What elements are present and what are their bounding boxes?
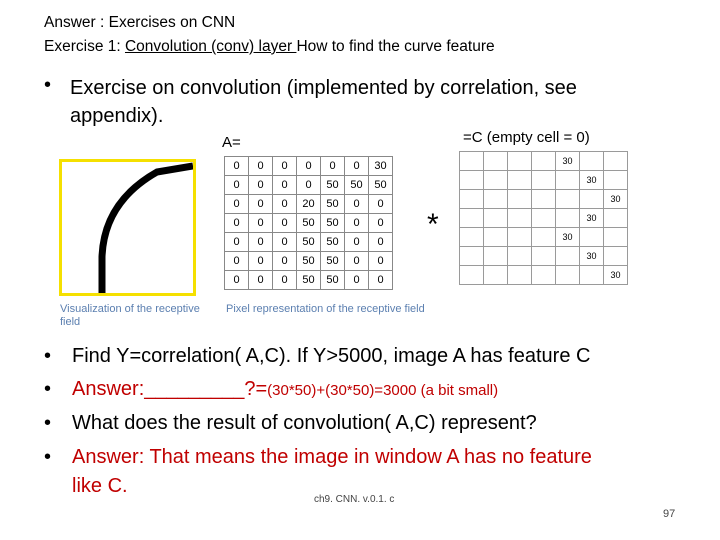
bullet-dot: • (44, 446, 52, 468)
matrix-c-cell (532, 228, 556, 247)
receptive-field-caption: Visualization of the receptive field (60, 303, 200, 328)
curve-image (62, 162, 193, 293)
matrix-c-row (460, 190, 628, 209)
matrix-a-cell: 0 (345, 214, 369, 233)
matrix-c-cell (460, 247, 484, 266)
bullet-dot: • (44, 345, 52, 367)
matrix-c-row (460, 266, 628, 285)
bullet-question: What does the result of convolution( A,C) represent? (72, 412, 537, 434)
matrix-c-cell (604, 171, 628, 190)
bullet-answer-2-line1: Answer: That means the image in window A has no feature (72, 446, 592, 468)
matrix-c-cell: 30 (580, 171, 604, 190)
matrix-c-cell: 30 (556, 228, 580, 247)
matrix-c-cell (532, 190, 556, 209)
matrix-a-cell: 0 (369, 252, 393, 271)
matrix-a (224, 156, 393, 290)
matrix-c-row (460, 152, 628, 171)
matrix-c-cell (460, 152, 484, 171)
matrix-c-cell (484, 247, 508, 266)
matrix-c-cell: 30 (604, 190, 628, 209)
bullet-dot: • (44, 378, 52, 400)
matrix-a-cell: 50 (321, 252, 345, 271)
matrix-c-cell: 30 (604, 266, 628, 285)
matrix-a-cell: 0 (249, 252, 273, 271)
receptive-field-visualization (59, 159, 196, 296)
matrix-a-cell: 0 (345, 233, 369, 252)
matrix-c-row (460, 209, 628, 228)
matrix-c-cell (508, 171, 532, 190)
matrix-c-cell (484, 228, 508, 247)
matrix-a-row (225, 176, 393, 195)
matrix-c (459, 151, 628, 285)
matrix-a-cell: 50 (321, 195, 345, 214)
matrix-a-cell: 0 (273, 252, 297, 271)
matrix-a-cell: 0 (345, 195, 369, 214)
matrix-c-cell (532, 266, 556, 285)
matrix-a-cell: 0 (225, 271, 249, 290)
matrix-c-row (460, 171, 628, 190)
title-line-2 (44, 38, 495, 56)
bullet-answer-2-line2: like C. (72, 475, 128, 497)
matrix-a-cell: 50 (321, 271, 345, 290)
matrix-a-cell: 0 (225, 157, 249, 176)
matrix-c-row (460, 247, 628, 266)
matrix-a-cell: 0 (369, 195, 393, 214)
matrix-a-cell: 0 (249, 233, 273, 252)
bullet-find-y: Find Y=correlation( A,C). If Y>5000, image A has feature C (72, 345, 591, 367)
matrix-c-cell (460, 171, 484, 190)
matrix-a-cell: 0 (273, 157, 297, 176)
matrix-c-cell (484, 266, 508, 285)
matrix-a-cell: 0 (225, 195, 249, 214)
title-underlined: Convolution (conv) layer (124, 38, 297, 55)
matrix-a-cell: 0 (273, 271, 297, 290)
matrix-a-row (225, 157, 393, 176)
matrix-c-cell (604, 247, 628, 266)
matrix-a-cell: 0 (345, 271, 369, 290)
matrix-c-cell (484, 209, 508, 228)
matrix-a-cell: 0 (345, 157, 369, 176)
matrix-c-cell (508, 190, 532, 209)
matrix-c-cell (556, 190, 580, 209)
matrix-c-cell (556, 171, 580, 190)
matrix-c-cell (460, 190, 484, 209)
matrix-a-cell: 0 (249, 195, 273, 214)
matrix-a-cell: 0 (273, 214, 297, 233)
matrix-c-cell (604, 152, 628, 171)
matrix-c-cell (484, 171, 508, 190)
intro-text: Exercise on convolution (implemented by correlation, see appendix). (70, 77, 577, 127)
matrix-c-cell (532, 247, 556, 266)
matrix-a-cell: 0 (297, 157, 321, 176)
matrix-c-cell: 30 (580, 209, 604, 228)
title-line-1: Answer : Exercises on CNN (44, 14, 236, 31)
matrix-c-cell (460, 266, 484, 285)
matrix-c-cell (460, 228, 484, 247)
matrix-a-cell: 0 (369, 214, 393, 233)
matrix-c-cell (580, 266, 604, 285)
matrix-a-cell: 0 (273, 233, 297, 252)
matrix-c-cell (604, 209, 628, 228)
matrix-a-cell: 0 (273, 195, 297, 214)
matrix-a-cell: 0 (273, 176, 297, 195)
matrix-a-cell: 0 (225, 233, 249, 252)
matrix-a-cell: 50 (321, 176, 345, 195)
matrix-a-cell: 0 (249, 157, 273, 176)
matrix-a-cell: 0 (225, 176, 249, 195)
matrix-c-row (460, 228, 628, 247)
matrix-c-cell (580, 152, 604, 171)
matrix-c-cell (484, 152, 508, 171)
title-prefix: Exercise 1: (44, 38, 125, 55)
matrix-c-cell (484, 190, 508, 209)
matrix-c-cell (556, 209, 580, 228)
footer-text: ch9. CNN. v.0.1. c (314, 494, 395, 505)
bullet-answer-1 (72, 378, 498, 401)
answer-1-prefix: Answer:_________?= (72, 378, 268, 400)
matrix-c-cell (460, 209, 484, 228)
matrix-c-cell (508, 228, 532, 247)
matrix-a-cell: 50 (369, 176, 393, 195)
bullet-dot: • (44, 412, 52, 434)
matrix-c-cell (580, 228, 604, 247)
pixel-representation-caption: Pixel representation of the receptive field (226, 303, 425, 315)
page-number: 97 (663, 508, 676, 520)
convolution-operator: * (427, 208, 439, 241)
matrix-a-cell: 50 (297, 252, 321, 271)
matrix-c-cell (508, 152, 532, 171)
matrix-a-row (225, 252, 393, 271)
matrix-a-cell: 0 (297, 176, 321, 195)
matrix-a-cell: 0 (249, 271, 273, 290)
matrix-a-cell: 0 (345, 252, 369, 271)
matrix-a-cell: 0 (225, 252, 249, 271)
matrix-c-cell: 30 (580, 247, 604, 266)
matrix-a-cell: 0 (369, 233, 393, 252)
matrix-a-cell: 0 (225, 214, 249, 233)
matrix-a-row (225, 214, 393, 233)
matrix-a-cell: 0 (369, 271, 393, 290)
matrix-a-cell: 30 (369, 157, 393, 176)
matrix-a-cell: 50 (321, 214, 345, 233)
matrix-a-row (225, 271, 393, 290)
matrix-c-cell (508, 209, 532, 228)
matrix-a-cell: 50 (297, 271, 321, 290)
answer-1-detail: (30*50)+(30*50)=3000 (a bit small) (267, 382, 499, 399)
matrix-c-label: =C (empty cell = 0) (463, 129, 590, 146)
matrix-a-label: A= (222, 134, 241, 151)
matrix-c-cell (532, 152, 556, 171)
matrix-c-cell (508, 247, 532, 266)
matrix-a-cell: 20 (297, 195, 321, 214)
matrix-a-cell: 50 (297, 233, 321, 252)
matrix-a-row (225, 233, 393, 252)
matrix-c-cell (556, 247, 580, 266)
title-suffix: How to find the curve feature (296, 38, 495, 55)
matrix-a-cell: 50 (297, 214, 321, 233)
matrix-a-cell: 50 (321, 233, 345, 252)
matrix-c-cell: 30 (556, 152, 580, 171)
matrix-c-cell (580, 190, 604, 209)
matrix-c-cell (556, 266, 580, 285)
matrix-a-cell: 0 (249, 214, 273, 233)
matrix-a-cell: 0 (249, 176, 273, 195)
bullet-dot: • (44, 74, 52, 96)
matrix-c-cell (604, 228, 628, 247)
matrix-a-cell: 0 (321, 157, 345, 176)
matrix-a-cell: 50 (345, 176, 369, 195)
matrix-a-row (225, 195, 393, 214)
matrix-c-cell (532, 209, 556, 228)
matrix-c-cell (532, 171, 556, 190)
matrix-c-cell (508, 266, 532, 285)
